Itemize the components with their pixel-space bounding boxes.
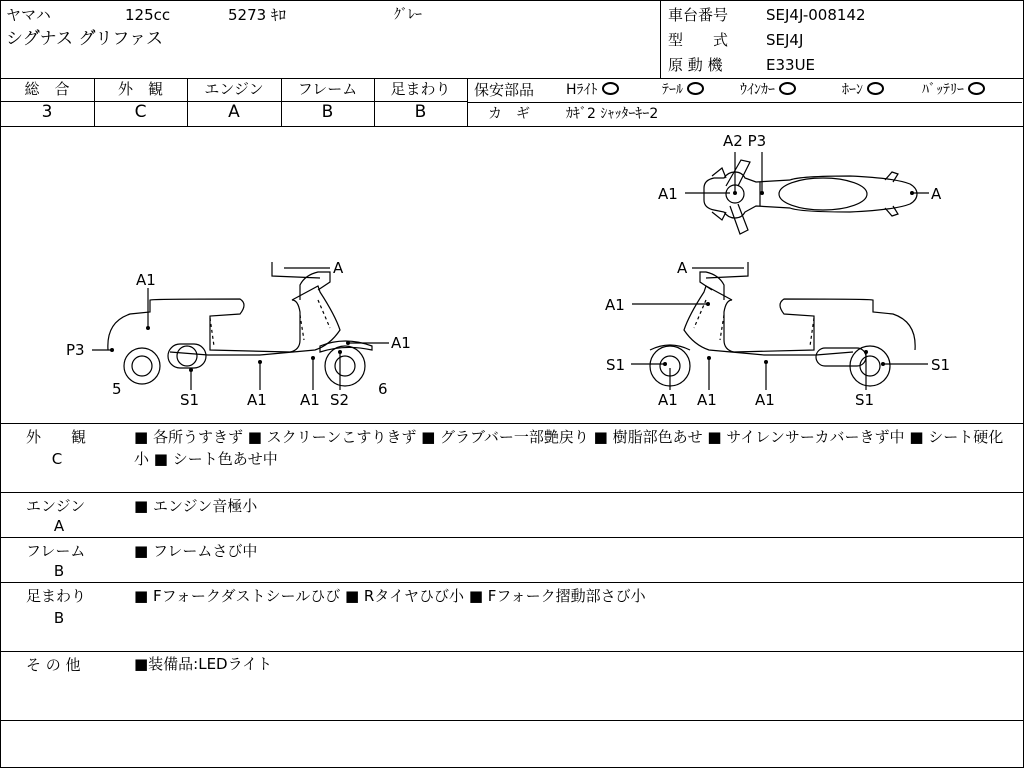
damage-label: A bbox=[677, 259, 688, 277]
damage-label: A1 bbox=[247, 391, 267, 409]
damage-label: A bbox=[931, 185, 942, 203]
body-color: ｸﾞﾚｰ bbox=[394, 7, 422, 23]
note-label-frame: フレーム bbox=[26, 542, 86, 560]
leader-lines bbox=[92, 152, 929, 390]
damage-label: A2 P3 bbox=[723, 132, 767, 150]
safety-item-horn: ﾎｰﾝ bbox=[842, 81, 884, 99]
grade-value-suspension: B bbox=[414, 102, 427, 122]
safety-label: 保安部品 bbox=[474, 81, 535, 99]
note-label-engine: エンジン bbox=[26, 497, 86, 515]
damage-label: A1 bbox=[136, 271, 156, 289]
note-grade-exterior: C bbox=[51, 450, 63, 468]
key-label: カ ギ bbox=[488, 106, 530, 122]
engine-label: 原 動 機 bbox=[668, 56, 723, 74]
grade-label-exterior: 外 観 bbox=[117, 80, 163, 98]
marker-dots bbox=[110, 191, 914, 372]
scooter-top-view bbox=[704, 160, 917, 234]
damage-label: S1 bbox=[606, 356, 626, 374]
safety-item-winker: ｳｲﾝｶｰ bbox=[740, 81, 796, 99]
frame-no: SEJ4J-008142 bbox=[766, 6, 866, 24]
frame-no-label: 車台番号 bbox=[668, 6, 729, 24]
grade-label-frame: フレーム bbox=[297, 80, 358, 98]
grade-value-engine: A bbox=[228, 102, 240, 122]
damage-label: A1 bbox=[605, 296, 625, 314]
engine-code: E33UE bbox=[766, 56, 816, 74]
model-name: シグ゙ナス グ゙リファス bbox=[6, 29, 164, 49]
note-text-frame: ■ フレームさび中 bbox=[134, 542, 258, 560]
safety-item-tail: ﾃｰﾙ bbox=[662, 81, 704, 99]
damage-label: A1 bbox=[391, 334, 411, 352]
note-grade-frame: B bbox=[53, 562, 65, 580]
maker: ヤマハ bbox=[6, 6, 51, 24]
displacement: 125cc bbox=[125, 6, 171, 24]
grade-label-suspension: 足まわり bbox=[390, 80, 451, 98]
damage-label: S2 bbox=[330, 391, 350, 409]
safety-item-headlight: Hﾗｲﾄ bbox=[566, 81, 619, 99]
note-grade-suspension: B bbox=[53, 609, 65, 627]
note-label-other: そ の 他 bbox=[26, 656, 81, 674]
safety-item-battery: ﾊﾞｯﾃﾘｰ bbox=[922, 81, 985, 99]
damage-label: A1 bbox=[697, 391, 717, 409]
note-grade-engine: A bbox=[53, 517, 65, 535]
grade-value-frame: B bbox=[321, 102, 334, 122]
note-label-exterior: 外 観 bbox=[26, 428, 87, 446]
grade-label-overall: 総 合 bbox=[24, 80, 70, 98]
damage-label: P3 bbox=[66, 341, 85, 359]
damage-label: A1 bbox=[658, 391, 678, 409]
note-text-exterior: ■ 各所うすきず ■ スクリーンこすりきず ■ グラブバー一部艶戻り ■ 樹脂部色あせ ■ サイレンサーカバーきず中 ■ シート硬化小 ■ シート色あせ中 bbox=[134, 428, 1004, 468]
damage-label: S1 bbox=[855, 391, 875, 409]
model-label: 型 式 bbox=[668, 31, 729, 49]
key-value: ｶｷﾞ2 ｼｬｯﾀｰｷｰ2 bbox=[566, 106, 659, 122]
note-text-suspension: ■ Fフォークダストシールひび ■ Rタイヤひび小 ■ Fフォーク摺動部さび小 bbox=[134, 587, 646, 605]
note-text-other: ■装備品:LEDライト bbox=[134, 655, 273, 673]
damage-label: S1 bbox=[180, 391, 200, 409]
grade-value-exterior: C bbox=[134, 102, 147, 122]
damage-label: A bbox=[333, 259, 344, 277]
note-text-engine: ■ エンジン音極小 bbox=[134, 497, 258, 515]
damage-label: A1 bbox=[300, 391, 320, 409]
damage-label: A1 bbox=[755, 391, 775, 409]
model-code: SEJ4J bbox=[766, 31, 804, 49]
damage-label: A1 bbox=[658, 185, 678, 203]
damage-label: S1 bbox=[931, 356, 951, 374]
note-label-suspension: 足まわり bbox=[26, 587, 87, 605]
damage-label: 6 bbox=[378, 380, 388, 398]
scooter-right-view bbox=[650, 259, 915, 386]
damage-label: 5 bbox=[112, 380, 122, 398]
grade-value-overall: 3 bbox=[41, 102, 53, 122]
grade-label-engine: エンジン bbox=[204, 80, 264, 98]
mileage: 5273 ｷﾛ bbox=[228, 6, 286, 24]
